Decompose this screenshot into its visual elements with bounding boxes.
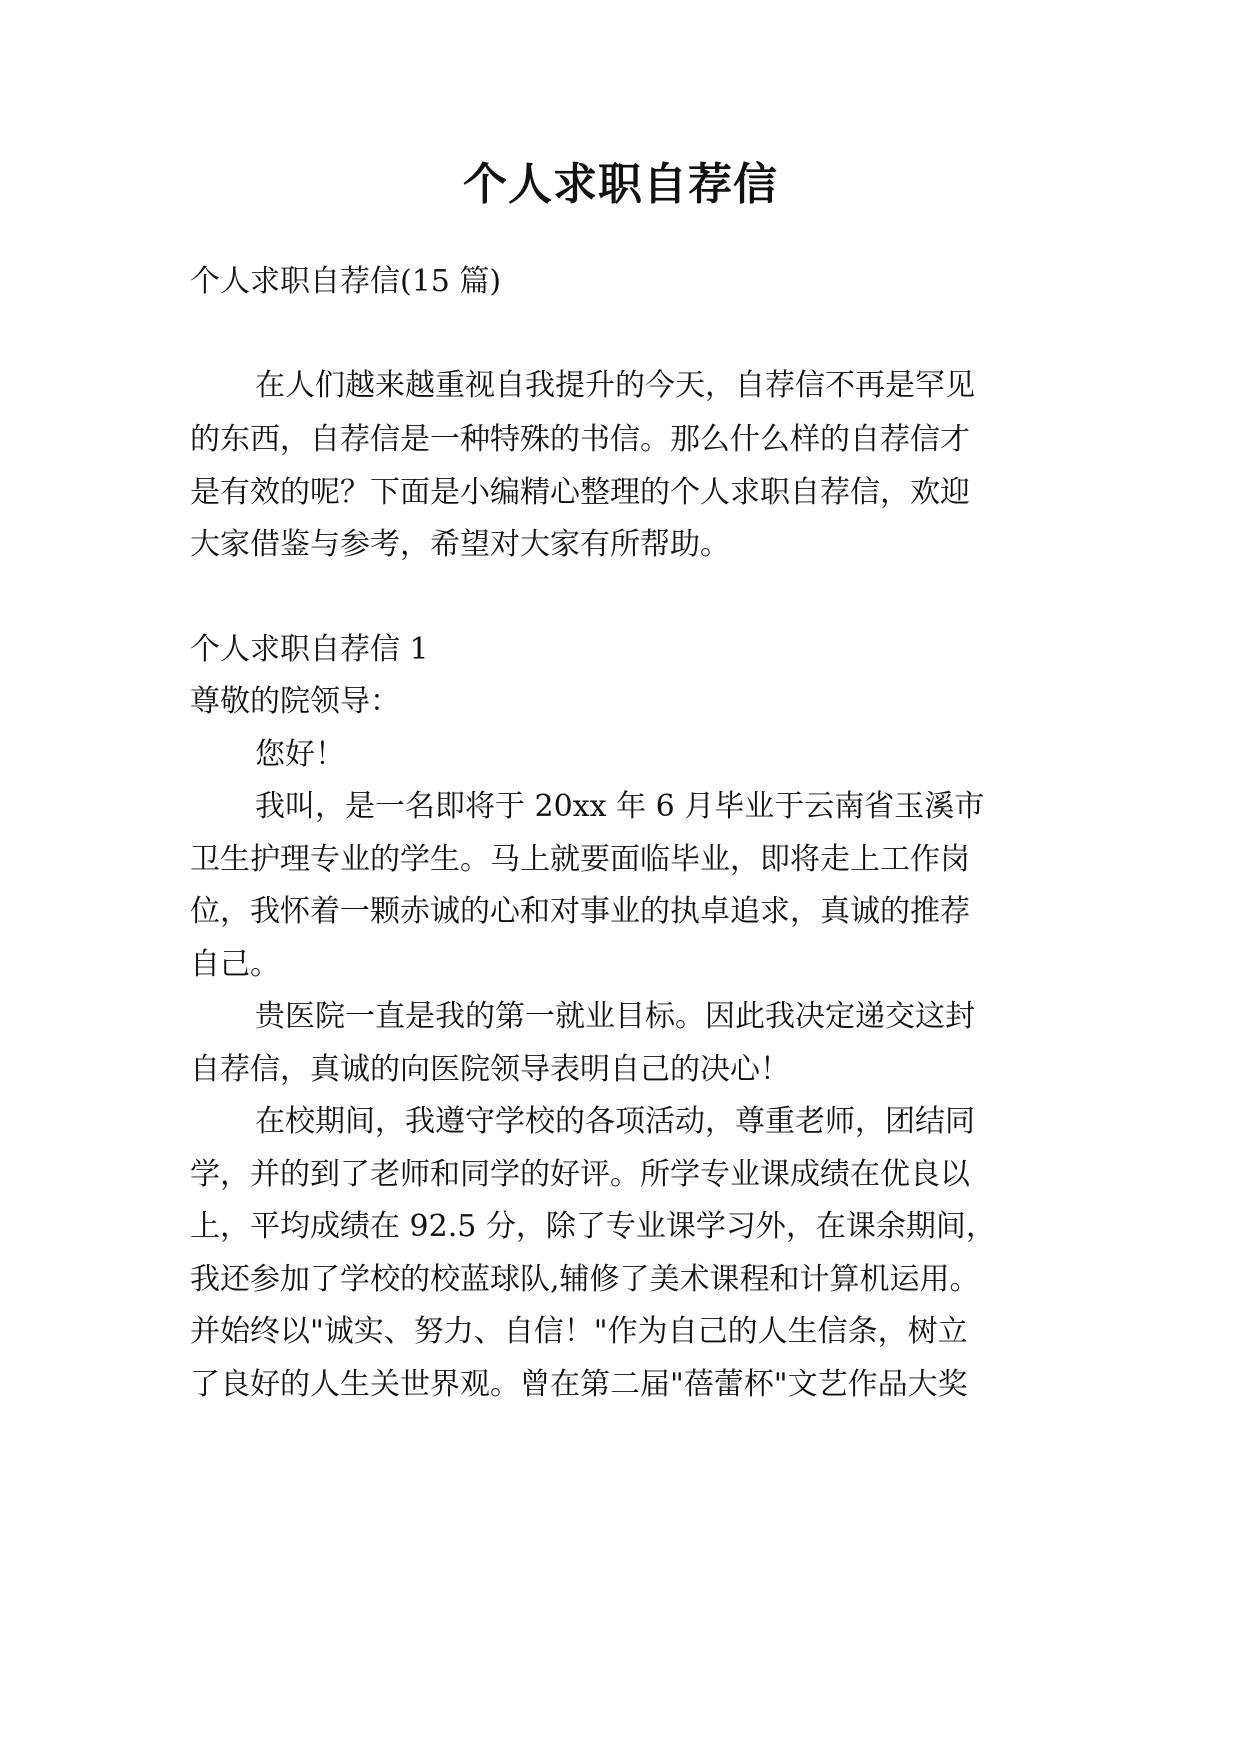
paragraph-line: 卫生护理专业的学生。马上就要面临毕业，即将走上工作岗: [190, 842, 970, 877]
letter-heading: 个人求职自荐信 1: [190, 632, 429, 667]
paragraph-line: 我还参加了学校的校蓝球队,辅修了美术课程和计算机运用。: [190, 1262, 980, 1297]
paragraph-line: 在校期间，我遵守学校的各项活动，尊重老师，团结同: [255, 1104, 975, 1139]
paragraph-line: 贵医院一直是我的第一就业目标。因此我决定递交这封: [255, 999, 975, 1034]
paragraph-line: 位，我怀着一颗赤诚的心和对事业的执卓追求，真诚的推荐: [190, 894, 970, 929]
paragraph-line: 我叫，是一名即将于 20xx 年 6 月毕业于云南省玉溪市: [255, 789, 985, 824]
letter-greeting: 您好！: [255, 737, 345, 772]
paragraph-line: 学，并的到了老师和同学的好评。所学专业课成绩在优良以: [190, 1157, 970, 1192]
document-subtitle: 个人求职自荐信(15 篇): [190, 264, 502, 299]
paragraph-line: 自荐信，真诚的向医院领导表明自己的决心！: [190, 1052, 790, 1087]
letter-salutation: 尊敬的院领导：: [190, 684, 400, 719]
intro-line: 大家借鉴与参考，希望对大家有所帮助。: [190, 527, 730, 562]
paragraph-line: 自己。: [190, 947, 280, 982]
paragraph-line: 并始终以"诚实、努力、自信！"作为自己的人生信条，树立: [190, 1314, 968, 1349]
document-title: 个人求职自荐信: [463, 159, 778, 210]
intro-line: 在人们越来越重视自我提升的今天，自荐信不再是罕见: [255, 368, 975, 403]
intro-line: 是有效的呢？下面是小编精心整理的个人求职自荐信，欢迎: [190, 475, 970, 510]
paragraph-line: 上，平均成绩在 92.5 分，除了专业课学习外，在课余期间，: [190, 1209, 996, 1244]
intro-line: 的东西，自荐信是一种特殊的书信。那么什么样的自荐信才: [190, 422, 970, 457]
paragraph-line: 了良好的人生关世界观。曾在第二届"蓓蕾杯"文艺作品大奖: [190, 1367, 968, 1402]
